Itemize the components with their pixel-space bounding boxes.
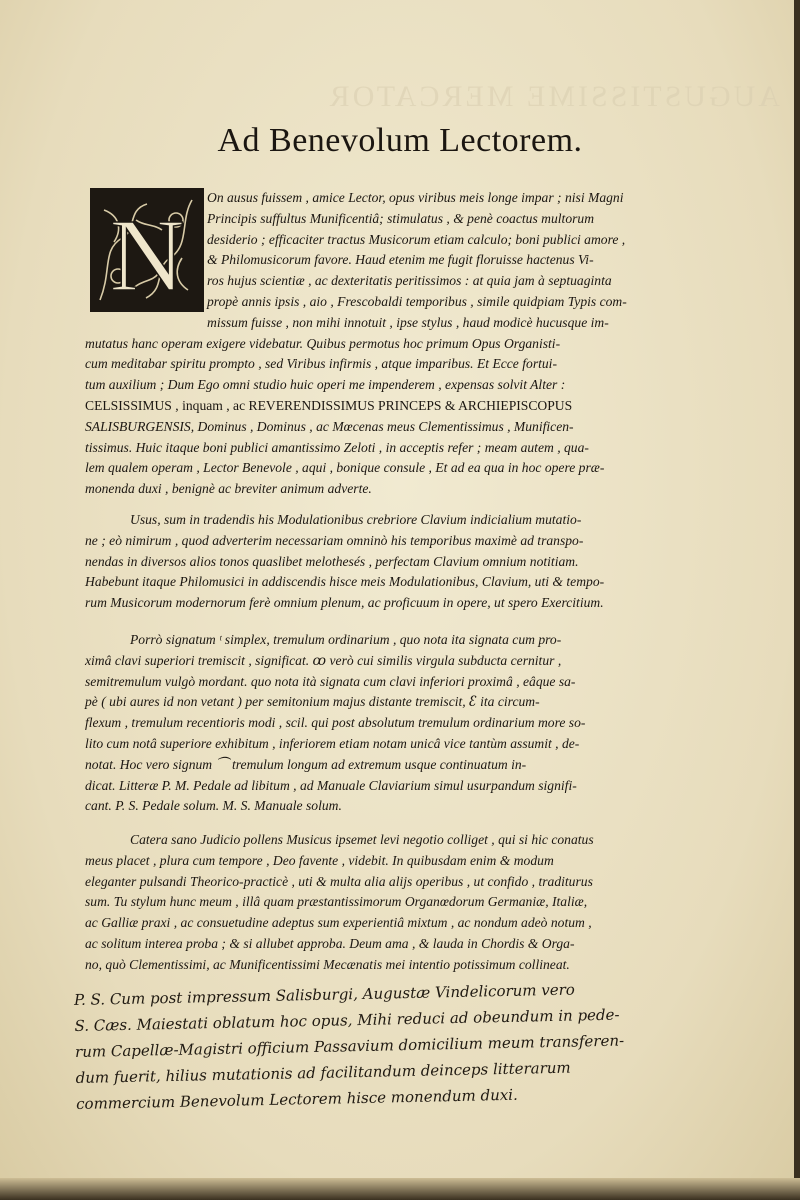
- page-bottom-shadow: [0, 1178, 800, 1200]
- text-line: propè annis ipsis , aio , Frescobaldi temporibus , simile quidpiam Typis com-: [207, 293, 627, 309]
- text-line: ac solitum interea proba ; & si allubet approba. Deum ama , & lauda in Chordis & Orga-: [85, 935, 575, 951]
- text-line: Habebunt itaque Philomusici in addiscendis hisce meis Modulationibus, Clavium, uti & tempo-: [85, 574, 605, 590]
- text-line: & Philomusicorum favore. Haud etenim me fugit floruisse hactenus Vi-: [207, 252, 594, 268]
- text-line: lem qualem operam , Lector Benevole , aqui , bonique consule , Et ad ea qua in hoc opere præ-: [85, 460, 605, 476]
- text-line: eleganter pulsandi Theorico-practicè , uti & multa alia alijs operibus , ut confido , traditurus: [85, 873, 593, 889]
- text-line: no, quò Clementissimi, ac Munificentissimi Mecænatis mei intentio potissimum collineat.: [85, 956, 570, 972]
- handwritten-line: S. Cæs. Maiestati oblatum hoc opus, Mihi reduci ad obeundum in pede-: [74, 1005, 620, 1035]
- handwritten-line: rum Capellæ-Magistri officium Passavium domicilium meum transferen-: [74, 1031, 625, 1061]
- text-line: mutatus hanc operam exigere videbatur. Quibus permotus hoc primum Opus Organisti-: [85, 335, 561, 351]
- text-line: semitremulum vulgò mordant. quo nota ità signata cum clavi inferiori proximâ , eâque sa-: [85, 673, 576, 689]
- text-line: Principis suffultus Munificentiâ; stimulatus , & penè coactus multorum: [207, 210, 595, 226]
- text-line: monenda duxi , benignè ac breviter animum adverte.: [85, 481, 372, 497]
- handwritten-postscript: [74, 973, 745, 1117]
- page-edge: [794, 0, 800, 1200]
- text-line: cant. P. S. Pedale solum. M. S. Manuale solum.: [85, 798, 342, 814]
- initial-letter: N: [109, 198, 185, 310]
- text-line: nendas in diversos alios tonos quaslibet melothesés , perfectam Clavium omnium notitiam.: [85, 553, 579, 569]
- text-line: cum meditabar spiritu prompto , sed Viribus infirmis , atque imparibus. Et Ecce fortui-: [85, 356, 557, 372]
- text-line: meus placet , plura cum tempore , Deo favente , videbit. In quibusdam enim & modum: [85, 852, 554, 868]
- text-line: ne ; eò nimirum , quod adverterim necessariam omninò his temporibus maximè ad transpo-: [85, 532, 584, 548]
- text-line: CELSISSIMUS , inquam , ac REVERENDISSIMUS PRINCEPS & ARCHIEPISCOPUS: [85, 397, 573, 413]
- text-line: dicat. Litteræ P. M. Pedale ad libitum , ad Manuale Claviarium simul usurpandum signifi-: [85, 777, 577, 793]
- text-line: Usus, sum in tradendis his Modulationibus crebriore Clavium indicialium mutatio-: [130, 512, 582, 527]
- text-line: Catera sano Judicio pollens Musicus ipsemet levi negotio colliget , qui si hic conatus: [130, 832, 594, 847]
- text-line: ac Galliæ praxi , ac consuetudine adeptus sum experientiâ mixtum , ac nondum adeò notum ,: [85, 915, 592, 931]
- text-line: sum. Tu stylum hunc meum , illâ quam præstantissimorum Organœdorum Germaniæ, Italiæ,: [85, 894, 588, 910]
- text-line: rum Musicorum modernorum ferè omnium plenum, ac proficuum in opere, ut spero Exercitium.: [85, 595, 604, 611]
- text-line: ros hujus scientiæ , ac dexteritatis peritissimos : at quia jam à septuaginta: [207, 273, 612, 289]
- text-line: lito cum notâ superiore exhibitum , inferiorem etiam notam unicâ vice tantùm assumit , de-: [85, 735, 580, 751]
- text-line: pè ( ubi aures id non vetant ) per semitonium majus distante tremiscit, ꜫ ita circum-: [85, 694, 540, 710]
- paragraph-preface: [85, 188, 733, 500]
- paragraph-closing: [85, 830, 733, 976]
- text-line: desiderio ; efficaciter tractus Musicorum etiam calculo; boni publici amore ,: [207, 231, 626, 247]
- text-line: notat. Hoc vero signum ⏜ tremulum longum ad extremum usque continuatum in-: [85, 756, 527, 772]
- bleed-through-text: AUGUSTISSIME MERCATOR: [326, 80, 780, 113]
- paragraph-clefs: [85, 510, 733, 614]
- handwritten-line: commercium Benevolum Lectorem hisce monendum duxi.: [75, 1085, 518, 1113]
- page-title: Ad Benevolum Lectorem.: [217, 122, 583, 159]
- text-line: ximâ clavi superiori tremiscit , significat. ꝏ verò cui similis virgula subducta cernitur ,: [85, 652, 562, 668]
- text-line: On ausus fuissem , amice Lector, opus viribus meis longe impar ; nisi Magni: [207, 190, 624, 205]
- text-line: tum auxilium ; Dum Ego omni studio huic operi me impenderem , expensas solvit Alter :: [85, 377, 566, 393]
- text-line: Porrò signatum ᵗ simplex, tremulum ordinarium , quo nota ita signata cum pro-: [130, 632, 562, 647]
- text-line: tissimus. Huic itaque boni publici amantissimo Zeloti , in acceptis refer ; meam autem , qua-: [85, 439, 589, 455]
- text-line: flexum , tremulum recentioris modi , scil. qui post absolutum tremulum ordinarium more so-: [85, 715, 586, 731]
- paragraph-ornaments: [85, 630, 733, 817]
- text-line: SALISBURGENSIS, Dominus , Dominus , ac Mœcenas meus Clementissimus , Munificen-: [85, 418, 574, 434]
- text-line: missum fuisse , non mihi innotuit , ipse stylus , haud modicè hucusque im-: [207, 314, 609, 330]
- handwritten-line: P. S. Cum post impressum Salisburgi, Augustæ Vindelicorum vero: [73, 980, 576, 1010]
- handwritten-line: dum fuerit, hilius mutationis ad facilitandum deinceps litterarum: [75, 1058, 571, 1087]
